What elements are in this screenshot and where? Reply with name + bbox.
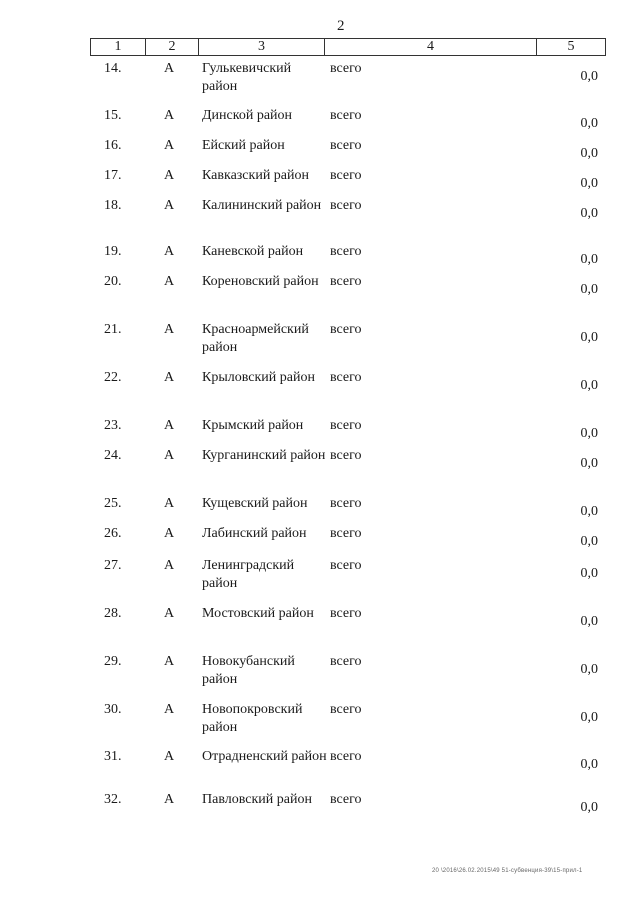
- row-category: А: [164, 244, 175, 259]
- row-category: А: [164, 418, 175, 433]
- row-value: 0,0: [580, 378, 598, 393]
- row-district-name: Новопокровский район: [202, 702, 303, 735]
- header-col-1: 1: [91, 39, 146, 55]
- header-col-5: 5: [567, 39, 575, 54]
- row-category: А: [164, 138, 175, 153]
- row-number: 24.: [104, 448, 122, 463]
- row-category: А: [164, 274, 175, 289]
- row-value: 0,0: [580, 456, 598, 471]
- row-district-name: Крыловский район: [202, 370, 315, 385]
- row-type: всего: [330, 198, 362, 213]
- row-number: 29.: [104, 654, 122, 669]
- row-district-name: Мостовский район: [202, 606, 314, 621]
- row-type: всего: [330, 606, 362, 621]
- row-district-name: Ленинградский район: [202, 558, 295, 591]
- row-district-name: Ейский район: [202, 138, 285, 153]
- row-number: 23.: [104, 418, 122, 433]
- row-district-name: Лабинский район: [202, 526, 307, 541]
- row-category: А: [164, 792, 175, 807]
- row-value: 0,0: [580, 426, 598, 441]
- row-category: А: [164, 558, 175, 573]
- row-value: 0,0: [580, 330, 598, 345]
- row-type: всего: [330, 654, 362, 669]
- row-district-name: Кущевский район: [202, 496, 308, 511]
- row-type: всего: [330, 749, 362, 764]
- header-col-4: 4: [325, 39, 537, 55]
- row-district-name: Кавказский район: [202, 168, 310, 183]
- row-value: 0,0: [580, 534, 598, 549]
- row-type: всего: [330, 792, 362, 807]
- row-type: всего: [330, 448, 362, 463]
- row-number: 14.: [104, 61, 122, 76]
- row-type: всего: [330, 61, 362, 76]
- row-value: 0,0: [580, 69, 598, 84]
- row-number: 20.: [104, 274, 122, 289]
- row-category: А: [164, 526, 175, 541]
- row-value: 0,0: [580, 252, 598, 267]
- row-value: 0,0: [580, 710, 598, 725]
- row-type: всего: [330, 418, 362, 433]
- row-type: всего: [330, 322, 362, 337]
- row-number: 22.: [104, 370, 122, 385]
- row-category: А: [164, 448, 175, 463]
- row-number: 32.: [104, 792, 122, 807]
- row-type: всего: [330, 138, 362, 153]
- row-type: всего: [330, 558, 362, 573]
- row-category: А: [164, 61, 175, 76]
- row-value: 0,0: [580, 504, 598, 519]
- row-category: А: [164, 702, 175, 717]
- row-district-name: Красноармейский район: [202, 322, 309, 355]
- row-type: всего: [330, 496, 362, 511]
- row-category: А: [164, 496, 175, 511]
- row-number: 28.: [104, 606, 122, 621]
- header-col-2: 2: [146, 39, 199, 55]
- row-district-name: Гулькевичский район: [202, 61, 292, 94]
- row-category: А: [164, 108, 175, 123]
- row-district-name: Кореновский район: [202, 274, 319, 289]
- row-type: всего: [330, 274, 362, 289]
- row-category: А: [164, 749, 175, 764]
- row-value: 0,0: [580, 662, 598, 677]
- row-type: всего: [330, 370, 362, 385]
- row-category: А: [164, 322, 175, 337]
- row-type: всего: [330, 168, 362, 183]
- row-value: 0,0: [580, 614, 598, 629]
- row-type: всего: [330, 702, 362, 717]
- row-number: 17.: [104, 168, 122, 183]
- footer-reference: 20 \2016\26.02.2015\49 51-субвенция-39\15-прил-1: [432, 868, 583, 874]
- row-district-name: Динской район: [202, 108, 293, 123]
- row-type: всего: [330, 526, 362, 541]
- row-type: всего: [330, 108, 362, 123]
- row-category: А: [164, 370, 175, 385]
- row-number: 19.: [104, 244, 122, 259]
- row-district-name: Крымский район: [202, 418, 304, 433]
- row-type: всего: [330, 244, 362, 259]
- row-value: 0,0: [580, 566, 598, 581]
- row-number: 21.: [104, 322, 122, 337]
- row-value: 0,0: [580, 282, 598, 297]
- row-value: 0,0: [580, 800, 598, 815]
- row-district-name: Павловский район: [202, 792, 312, 807]
- row-value: 0,0: [580, 146, 598, 161]
- row-district-name: Отрадненский район: [202, 749, 327, 764]
- row-number: 27.: [104, 558, 122, 573]
- row-number: 18.: [104, 198, 122, 213]
- row-value: 0,0: [580, 206, 598, 221]
- header-col-3: 3: [199, 39, 325, 55]
- row-category: А: [164, 198, 175, 213]
- row-district-name: Курганинский район: [202, 448, 326, 463]
- row-value: 0,0: [580, 116, 598, 131]
- page-number: 2: [337, 18, 345, 34]
- row-district-name: Каневской район: [202, 244, 304, 259]
- row-number: 30.: [104, 702, 122, 717]
- row-number: 31.: [104, 749, 122, 764]
- row-number: 26.: [104, 526, 122, 541]
- row-category: А: [164, 654, 175, 669]
- row-value: 0,0: [580, 757, 598, 772]
- row-number: 15.: [104, 108, 122, 123]
- row-number: 25.: [104, 496, 122, 511]
- row-number: 16.: [104, 138, 122, 153]
- row-district-name: Калининский район: [202, 198, 322, 213]
- row-category: А: [164, 168, 175, 183]
- row-category: А: [164, 606, 175, 621]
- row-district-name: Новокубанский район: [202, 654, 295, 687]
- row-value: 0,0: [580, 176, 598, 191]
